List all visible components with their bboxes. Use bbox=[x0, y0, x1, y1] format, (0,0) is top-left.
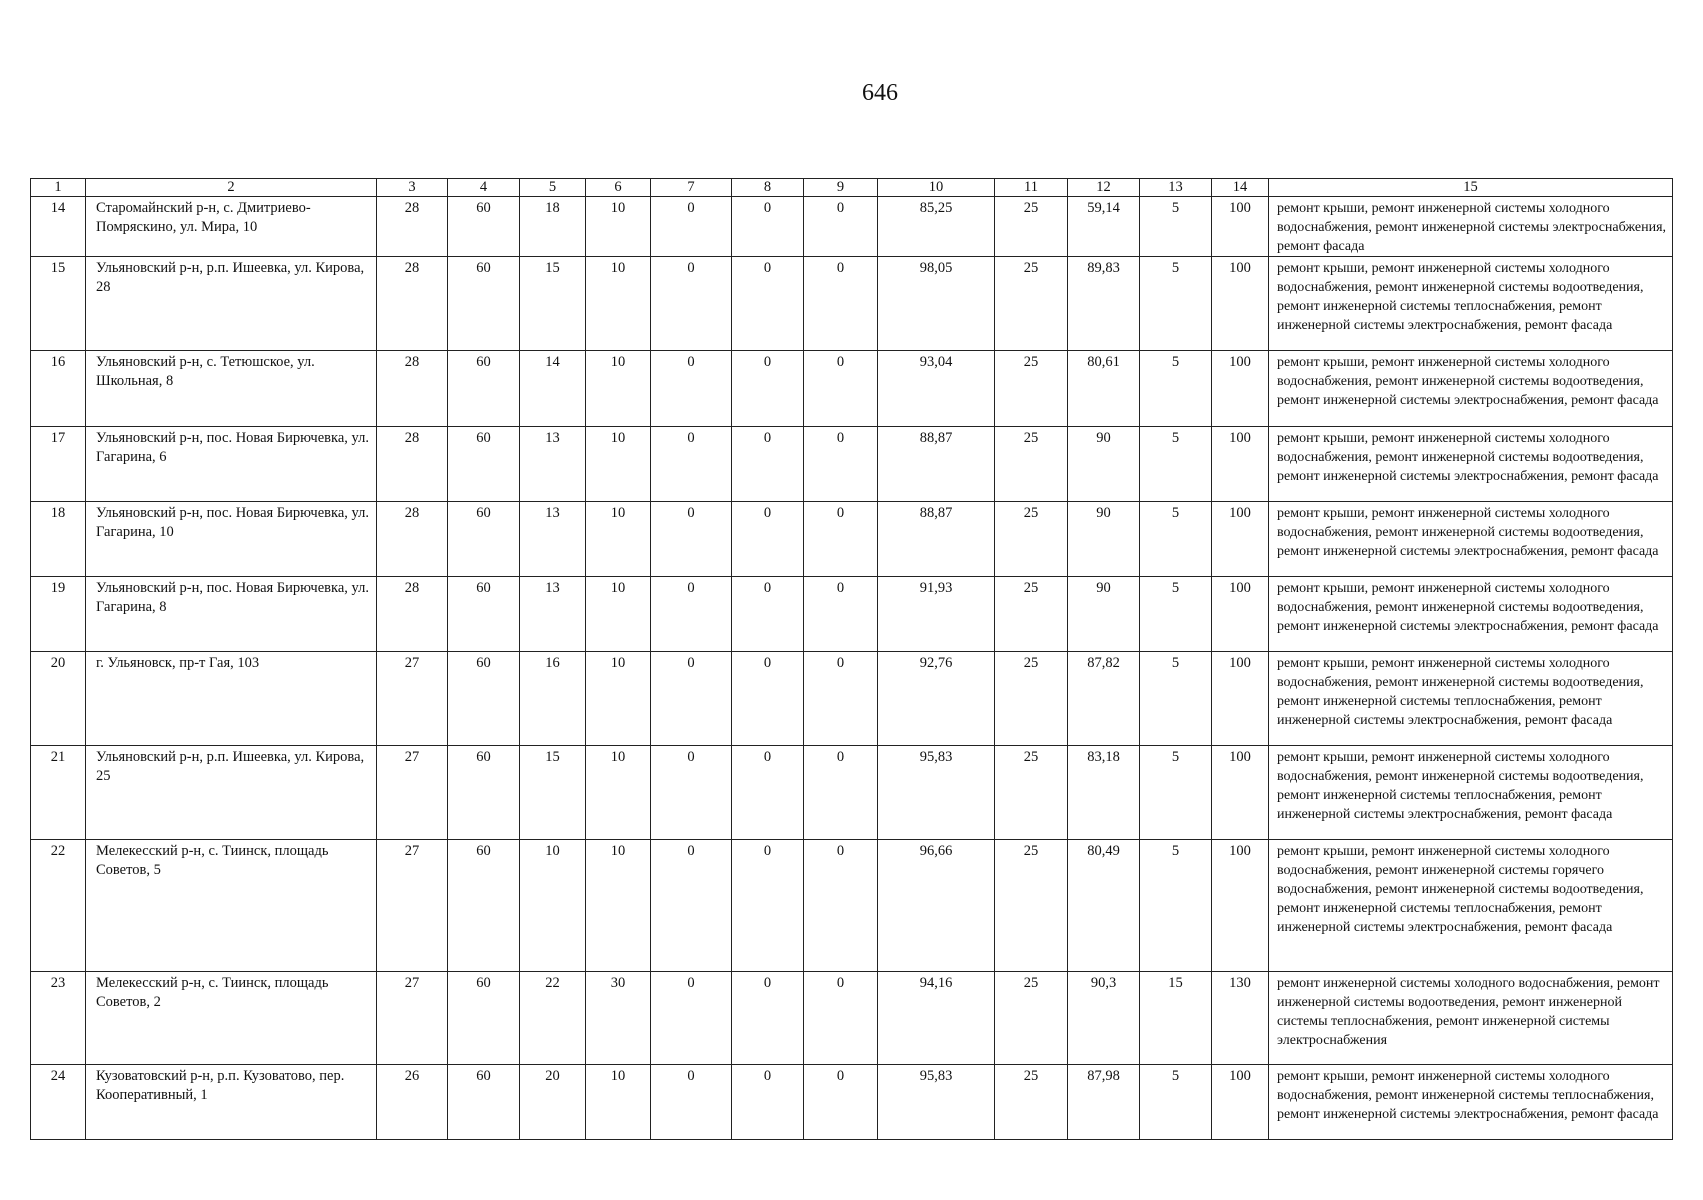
works-cell: ремонт крыши, ремонт инженерной системы холодного водоснабжения, ремонт инженерной системы теплоснабжения, ремонт инженерной системы электроснабжения, ремонт фасада bbox=[1269, 1065, 1673, 1140]
value-cell: 27 bbox=[377, 746, 448, 840]
value-cell: 100 bbox=[1212, 197, 1269, 257]
row-number-cell: 15 bbox=[31, 257, 86, 351]
table-row bbox=[31, 502, 1673, 577]
value-cell: 27 bbox=[377, 652, 448, 746]
value-cell: 95,83 bbox=[878, 1065, 995, 1140]
value-cell: 130 bbox=[1212, 972, 1269, 1065]
works-cell: ремонт крыши, ремонт инженерной системы холодного водоснабжения, ремонт инженерной системы водоотведения, ремонт инженерной системы теплоснабжения, ремонт инженерной системы электроснабжения, ремонт фасада bbox=[1269, 652, 1673, 746]
value-cell: 100 bbox=[1212, 1065, 1269, 1140]
row-number-cell: 18 bbox=[31, 502, 86, 577]
value-cell: 60 bbox=[448, 502, 520, 577]
value-cell: 10 bbox=[586, 1065, 651, 1140]
value-cell: 28 bbox=[377, 577, 448, 652]
table-row bbox=[31, 972, 1673, 1065]
value-cell: 10 bbox=[586, 502, 651, 577]
table-row bbox=[31, 427, 1673, 502]
value-cell: 60 bbox=[448, 972, 520, 1065]
value-cell: 90 bbox=[1068, 427, 1140, 502]
column-number-header-row bbox=[31, 179, 1673, 197]
value-cell: 0 bbox=[732, 746, 804, 840]
value-cell: 60 bbox=[448, 197, 520, 257]
value-cell: 13 bbox=[520, 427, 586, 502]
repair-program-table bbox=[30, 178, 1673, 1140]
value-cell: 25 bbox=[995, 351, 1068, 427]
value-cell: 10 bbox=[520, 840, 586, 972]
value-cell: 15 bbox=[520, 746, 586, 840]
value-cell: 89,83 bbox=[1068, 257, 1140, 351]
value-cell: 90 bbox=[1068, 502, 1140, 577]
value-cell: 0 bbox=[651, 427, 732, 502]
value-cell: 5 bbox=[1140, 502, 1212, 577]
value-cell: 92,76 bbox=[878, 652, 995, 746]
address-cell: Мелекесский р-н, с. Тиинск, площадь Советов, 2 bbox=[86, 972, 377, 1065]
column-header: 4 bbox=[448, 179, 520, 197]
value-cell: 0 bbox=[651, 577, 732, 652]
value-cell: 5 bbox=[1140, 427, 1212, 502]
column-header: 14 bbox=[1212, 179, 1269, 197]
value-cell: 88,87 bbox=[878, 427, 995, 502]
value-cell: 0 bbox=[651, 746, 732, 840]
row-number-cell: 14 bbox=[31, 197, 86, 257]
row-number-cell: 19 bbox=[31, 577, 86, 652]
value-cell: 5 bbox=[1140, 351, 1212, 427]
value-cell: 28 bbox=[377, 197, 448, 257]
value-cell: 0 bbox=[732, 577, 804, 652]
value-cell: 0 bbox=[732, 502, 804, 577]
value-cell: 100 bbox=[1212, 577, 1269, 652]
value-cell: 10 bbox=[586, 840, 651, 972]
value-cell: 5 bbox=[1140, 746, 1212, 840]
value-cell: 10 bbox=[586, 577, 651, 652]
works-cell: ремонт крыши, ремонт инженерной системы холодного водоснабжения, ремонт инженерной системы горячего водоснабжения, ремонт инженерной системы водоотведения, ремонт инженерной системы теплоснабжения, ремонт инженерной системы электроснабжения, ремонт фасада bbox=[1269, 840, 1673, 972]
value-cell: 27 bbox=[377, 840, 448, 972]
column-header: 9 bbox=[804, 179, 878, 197]
value-cell: 10 bbox=[586, 197, 651, 257]
value-cell: 25 bbox=[995, 577, 1068, 652]
value-cell: 5 bbox=[1140, 257, 1212, 351]
row-number-cell: 23 bbox=[31, 972, 86, 1065]
value-cell: 0 bbox=[732, 257, 804, 351]
value-cell: 0 bbox=[804, 746, 878, 840]
value-cell: 100 bbox=[1212, 840, 1269, 972]
value-cell: 85,25 bbox=[878, 197, 995, 257]
value-cell: 96,66 bbox=[878, 840, 995, 972]
value-cell: 0 bbox=[804, 652, 878, 746]
value-cell: 0 bbox=[651, 1065, 732, 1140]
row-number-cell: 17 bbox=[31, 427, 86, 502]
value-cell: 0 bbox=[732, 840, 804, 972]
value-cell: 25 bbox=[995, 840, 1068, 972]
column-header: 5 bbox=[520, 179, 586, 197]
column-header: 15 bbox=[1269, 179, 1673, 197]
address-cell: Ульяновский р-н, пос. Новая Бирючевка, ул. Гагарина, 10 bbox=[86, 502, 377, 577]
value-cell: 100 bbox=[1212, 652, 1269, 746]
value-cell: 5 bbox=[1140, 1065, 1212, 1140]
value-cell: 5 bbox=[1140, 577, 1212, 652]
value-cell: 15 bbox=[1140, 972, 1212, 1065]
table-row bbox=[31, 840, 1673, 972]
value-cell: 88,87 bbox=[878, 502, 995, 577]
works-cell: ремонт крыши, ремонт инженерной системы холодного водоснабжения, ремонт инженерной системы водоотведения, ремонт инженерной системы электроснабжения, ремонт фасада bbox=[1269, 577, 1673, 652]
value-cell: 5 bbox=[1140, 652, 1212, 746]
works-cell: ремонт крыши, ремонт инженерной системы холодного водоснабжения, ремонт инженерной системы водоотведения, ремонт инженерной системы электроснабжения, ремонт фасада bbox=[1269, 502, 1673, 577]
value-cell: 10 bbox=[586, 257, 651, 351]
column-header: 13 bbox=[1140, 179, 1212, 197]
value-cell: 13 bbox=[520, 502, 586, 577]
address-cell: г. Ульяновск, пр-т Гая, 103 bbox=[86, 652, 377, 746]
value-cell: 25 bbox=[995, 972, 1068, 1065]
value-cell: 0 bbox=[732, 427, 804, 502]
value-cell: 13 bbox=[520, 577, 586, 652]
row-number-cell: 16 bbox=[31, 351, 86, 427]
works-cell: ремонт крыши, ремонт инженерной системы холодного водоснабжения, ремонт инженерной системы водоотведения, ремонт инженерной системы теплоснабжения, ремонт инженерной системы электроснабжения, ремонт фасада bbox=[1269, 746, 1673, 840]
value-cell: 90,3 bbox=[1068, 972, 1140, 1065]
value-cell: 10 bbox=[586, 652, 651, 746]
works-cell: ремонт крыши, ремонт инженерной системы холодного водоснабжения, ремонт инженерной системы водоотведения, ремонт инженерной системы электроснабжения, ремонт фасада bbox=[1269, 427, 1673, 502]
address-cell: Ульяновский р-н, пос. Новая Бирючевка, ул. Гагарина, 8 bbox=[86, 577, 377, 652]
value-cell: 22 bbox=[520, 972, 586, 1065]
table-row bbox=[31, 257, 1673, 351]
value-cell: 0 bbox=[732, 652, 804, 746]
value-cell: 0 bbox=[651, 972, 732, 1065]
value-cell: 28 bbox=[377, 351, 448, 427]
address-cell: Кузоватовский р-н, р.п. Кузоватово, пер. Кооперативный, 1 bbox=[86, 1065, 377, 1140]
value-cell: 60 bbox=[448, 840, 520, 972]
value-cell: 0 bbox=[804, 1065, 878, 1140]
value-cell: 0 bbox=[732, 972, 804, 1065]
value-cell: 25 bbox=[995, 427, 1068, 502]
table-row bbox=[31, 1065, 1673, 1140]
value-cell: 60 bbox=[448, 652, 520, 746]
value-cell: 15 bbox=[520, 257, 586, 351]
value-cell: 10 bbox=[586, 351, 651, 427]
row-number-cell: 22 bbox=[31, 840, 86, 972]
table-row bbox=[31, 577, 1673, 652]
value-cell: 80,61 bbox=[1068, 351, 1140, 427]
value-cell: 14 bbox=[520, 351, 586, 427]
value-cell: 25 bbox=[995, 197, 1068, 257]
value-cell: 16 bbox=[520, 652, 586, 746]
works-cell: ремонт инженерной системы холодного водоснабжения, ремонт инженерной системы водоотведения, ремонт инженерной системы теплоснабжения, ремонт инженерной системы электроснабжения bbox=[1269, 972, 1673, 1065]
value-cell: 0 bbox=[804, 257, 878, 351]
value-cell: 25 bbox=[995, 1065, 1068, 1140]
value-cell: 25 bbox=[995, 502, 1068, 577]
value-cell: 0 bbox=[804, 197, 878, 257]
column-header: 2 bbox=[86, 179, 377, 197]
value-cell: 60 bbox=[448, 257, 520, 351]
column-header: 8 bbox=[732, 179, 804, 197]
value-cell: 83,18 bbox=[1068, 746, 1140, 840]
value-cell: 25 bbox=[995, 746, 1068, 840]
works-cell: ремонт крыши, ремонт инженерной системы холодного водоснабжения, ремонт инженерной системы водоотведения, ремонт инженерной системы электроснабжения, ремонт фасада bbox=[1269, 351, 1673, 427]
column-header: 7 bbox=[651, 179, 732, 197]
value-cell: 0 bbox=[804, 351, 878, 427]
value-cell: 26 bbox=[377, 1065, 448, 1140]
value-cell: 100 bbox=[1212, 746, 1269, 840]
value-cell: 0 bbox=[732, 197, 804, 257]
value-cell: 0 bbox=[651, 652, 732, 746]
page-number: 646 bbox=[862, 80, 898, 106]
value-cell: 0 bbox=[804, 427, 878, 502]
row-number-cell: 24 bbox=[31, 1065, 86, 1140]
value-cell: 59,14 bbox=[1068, 197, 1140, 257]
value-cell: 30 bbox=[586, 972, 651, 1065]
value-cell: 27 bbox=[377, 972, 448, 1065]
address-cell: Старомайнский р-н, с. Дмитриево-Помряскино, ул. Мира, 10 bbox=[86, 197, 377, 257]
value-cell: 0 bbox=[804, 502, 878, 577]
value-cell: 60 bbox=[448, 577, 520, 652]
value-cell: 5 bbox=[1140, 197, 1212, 257]
value-cell: 0 bbox=[651, 197, 732, 257]
value-cell: 25 bbox=[995, 257, 1068, 351]
value-cell: 0 bbox=[732, 1065, 804, 1140]
value-cell: 60 bbox=[448, 427, 520, 502]
value-cell: 20 bbox=[520, 1065, 586, 1140]
address-cell: Ульяновский р-н, р.п. Ишеевка, ул. Кирова, 28 bbox=[86, 257, 377, 351]
address-cell: Мелекесский р-н, с. Тиинск, площадь Советов, 5 bbox=[86, 840, 377, 972]
value-cell: 98,05 bbox=[878, 257, 995, 351]
value-cell: 0 bbox=[651, 257, 732, 351]
value-cell: 60 bbox=[448, 746, 520, 840]
value-cell: 0 bbox=[804, 577, 878, 652]
value-cell: 100 bbox=[1212, 427, 1269, 502]
table-row bbox=[31, 746, 1673, 840]
column-header: 3 bbox=[377, 179, 448, 197]
column-header: 12 bbox=[1068, 179, 1140, 197]
table-row bbox=[31, 351, 1673, 427]
value-cell: 100 bbox=[1212, 351, 1269, 427]
value-cell: 0 bbox=[732, 351, 804, 427]
table-row bbox=[31, 652, 1673, 746]
value-cell: 80,49 bbox=[1068, 840, 1140, 972]
value-cell: 94,16 bbox=[878, 972, 995, 1065]
value-cell: 60 bbox=[448, 1065, 520, 1140]
value-cell: 10 bbox=[586, 746, 651, 840]
column-header: 11 bbox=[995, 179, 1068, 197]
row-number-cell: 20 bbox=[31, 652, 86, 746]
column-header: 10 bbox=[878, 179, 995, 197]
value-cell: 0 bbox=[804, 972, 878, 1065]
address-cell: Ульяновский р-н, р.п. Ишеевка, ул. Кирова, 25 bbox=[86, 746, 377, 840]
value-cell: 95,83 bbox=[878, 746, 995, 840]
value-cell: 90 bbox=[1068, 577, 1140, 652]
value-cell: 91,93 bbox=[878, 577, 995, 652]
value-cell: 100 bbox=[1212, 502, 1269, 577]
value-cell: 10 bbox=[586, 427, 651, 502]
value-cell: 28 bbox=[377, 502, 448, 577]
value-cell: 28 bbox=[377, 257, 448, 351]
value-cell: 100 bbox=[1212, 257, 1269, 351]
column-header: 1 bbox=[31, 179, 86, 197]
value-cell: 87,82 bbox=[1068, 652, 1140, 746]
address-cell: Ульяновский р-н, с. Тетюшское, ул. Школьная, 8 bbox=[86, 351, 377, 427]
value-cell: 18 bbox=[520, 197, 586, 257]
value-cell: 0 bbox=[651, 351, 732, 427]
value-cell: 93,04 bbox=[878, 351, 995, 427]
value-cell: 60 bbox=[448, 351, 520, 427]
value-cell: 25 bbox=[995, 652, 1068, 746]
value-cell: 0 bbox=[651, 502, 732, 577]
column-header: 6 bbox=[586, 179, 651, 197]
value-cell: 5 bbox=[1140, 840, 1212, 972]
value-cell: 0 bbox=[651, 840, 732, 972]
works-cell: ремонт крыши, ремонт инженерной системы холодного водоснабжения, ремонт инженерной системы электроснабжения, ремонт фасада bbox=[1269, 197, 1673, 257]
value-cell: 87,98 bbox=[1068, 1065, 1140, 1140]
table-row bbox=[31, 197, 1673, 257]
works-cell: ремонт крыши, ремонт инженерной системы холодного водоснабжения, ремонт инженерной системы водоотведения, ремонт инженерной системы теплоснабжения, ремонт инженерной системы электроснабжения, ремонт фасада bbox=[1269, 257, 1673, 351]
value-cell: 0 bbox=[804, 840, 878, 972]
row-number-cell: 21 bbox=[31, 746, 86, 840]
value-cell: 28 bbox=[377, 427, 448, 502]
address-cell: Ульяновский р-н, пос. Новая Бирючевка, ул. Гагарина, 6 bbox=[86, 427, 377, 502]
